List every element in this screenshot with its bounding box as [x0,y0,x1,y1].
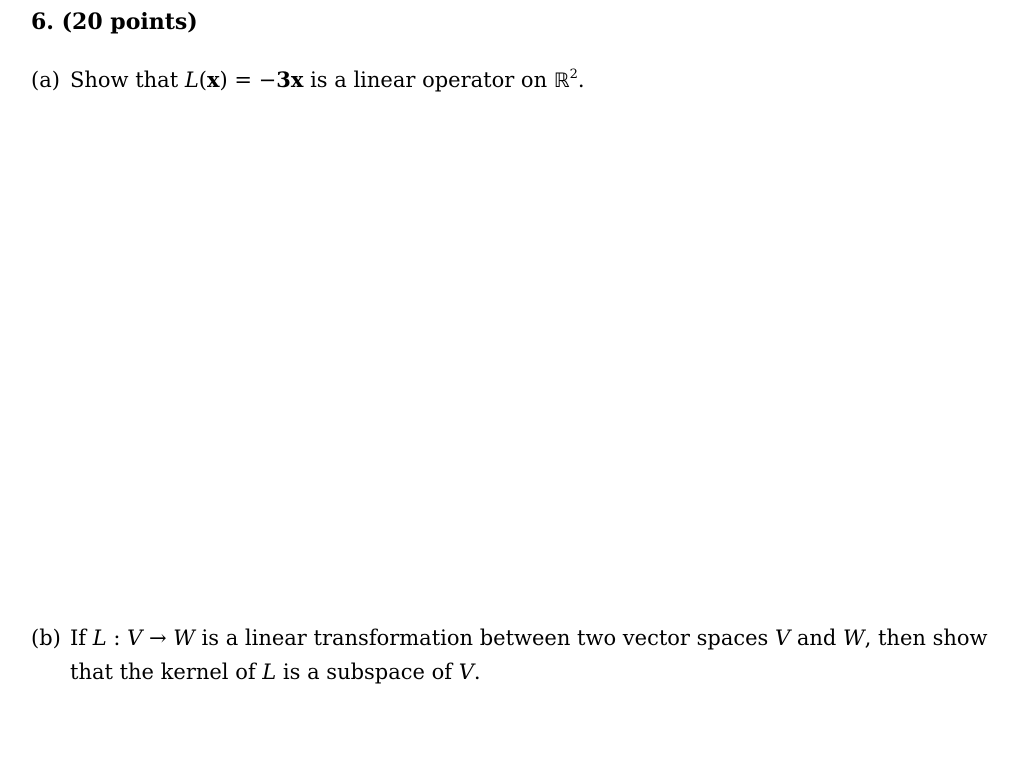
part-a-text-middle: is a linear operator on [303,68,554,92]
domain-symbol: V [127,626,143,650]
codomain-symbol: W [173,626,195,650]
exponent: 2 [569,67,578,82]
close-paren-equals: ) = [219,68,259,92]
space-w: W [843,626,865,650]
kernel-map-symbol: L [262,660,277,684]
map-symbol: L [92,626,107,650]
part-a-text-before: Show that [70,68,185,92]
open-paren: ( [198,68,207,92]
part-a [31,63,585,97]
subspace-v: V [458,660,474,684]
part-b-line1-middle: is a linear transformation between two vector spaces [194,626,776,650]
part-b-line1-end: , then show [864,626,988,650]
part-b-if: If [70,626,93,650]
part-b [31,621,988,689]
part-b-line-2 [31,655,988,689]
part-b-line2-end: . [473,660,481,684]
question-heading: 6. (20 points) [31,9,198,35]
part-b-line2-middle: is a subspace of [276,660,459,684]
part-b-line-1 [31,621,988,655]
operator-symbol: L [184,68,199,92]
and-word: and [790,626,844,650]
coefficient: 3 [276,67,291,92]
minus-sign: − [258,68,277,92]
vector-x: x [206,67,220,92]
colon: : [106,626,128,650]
space-v: V [775,626,791,650]
part-b-label: (b) [31,626,61,650]
part-a-period: . [577,68,585,92]
part-a-label: (a) [31,68,60,92]
part-b-line2-start: that the kernel of [70,660,263,684]
arrow-symbol: → [142,626,174,650]
real-space-symbol: ℝ [553,68,570,92]
vector-x-rhs: x [290,67,304,92]
